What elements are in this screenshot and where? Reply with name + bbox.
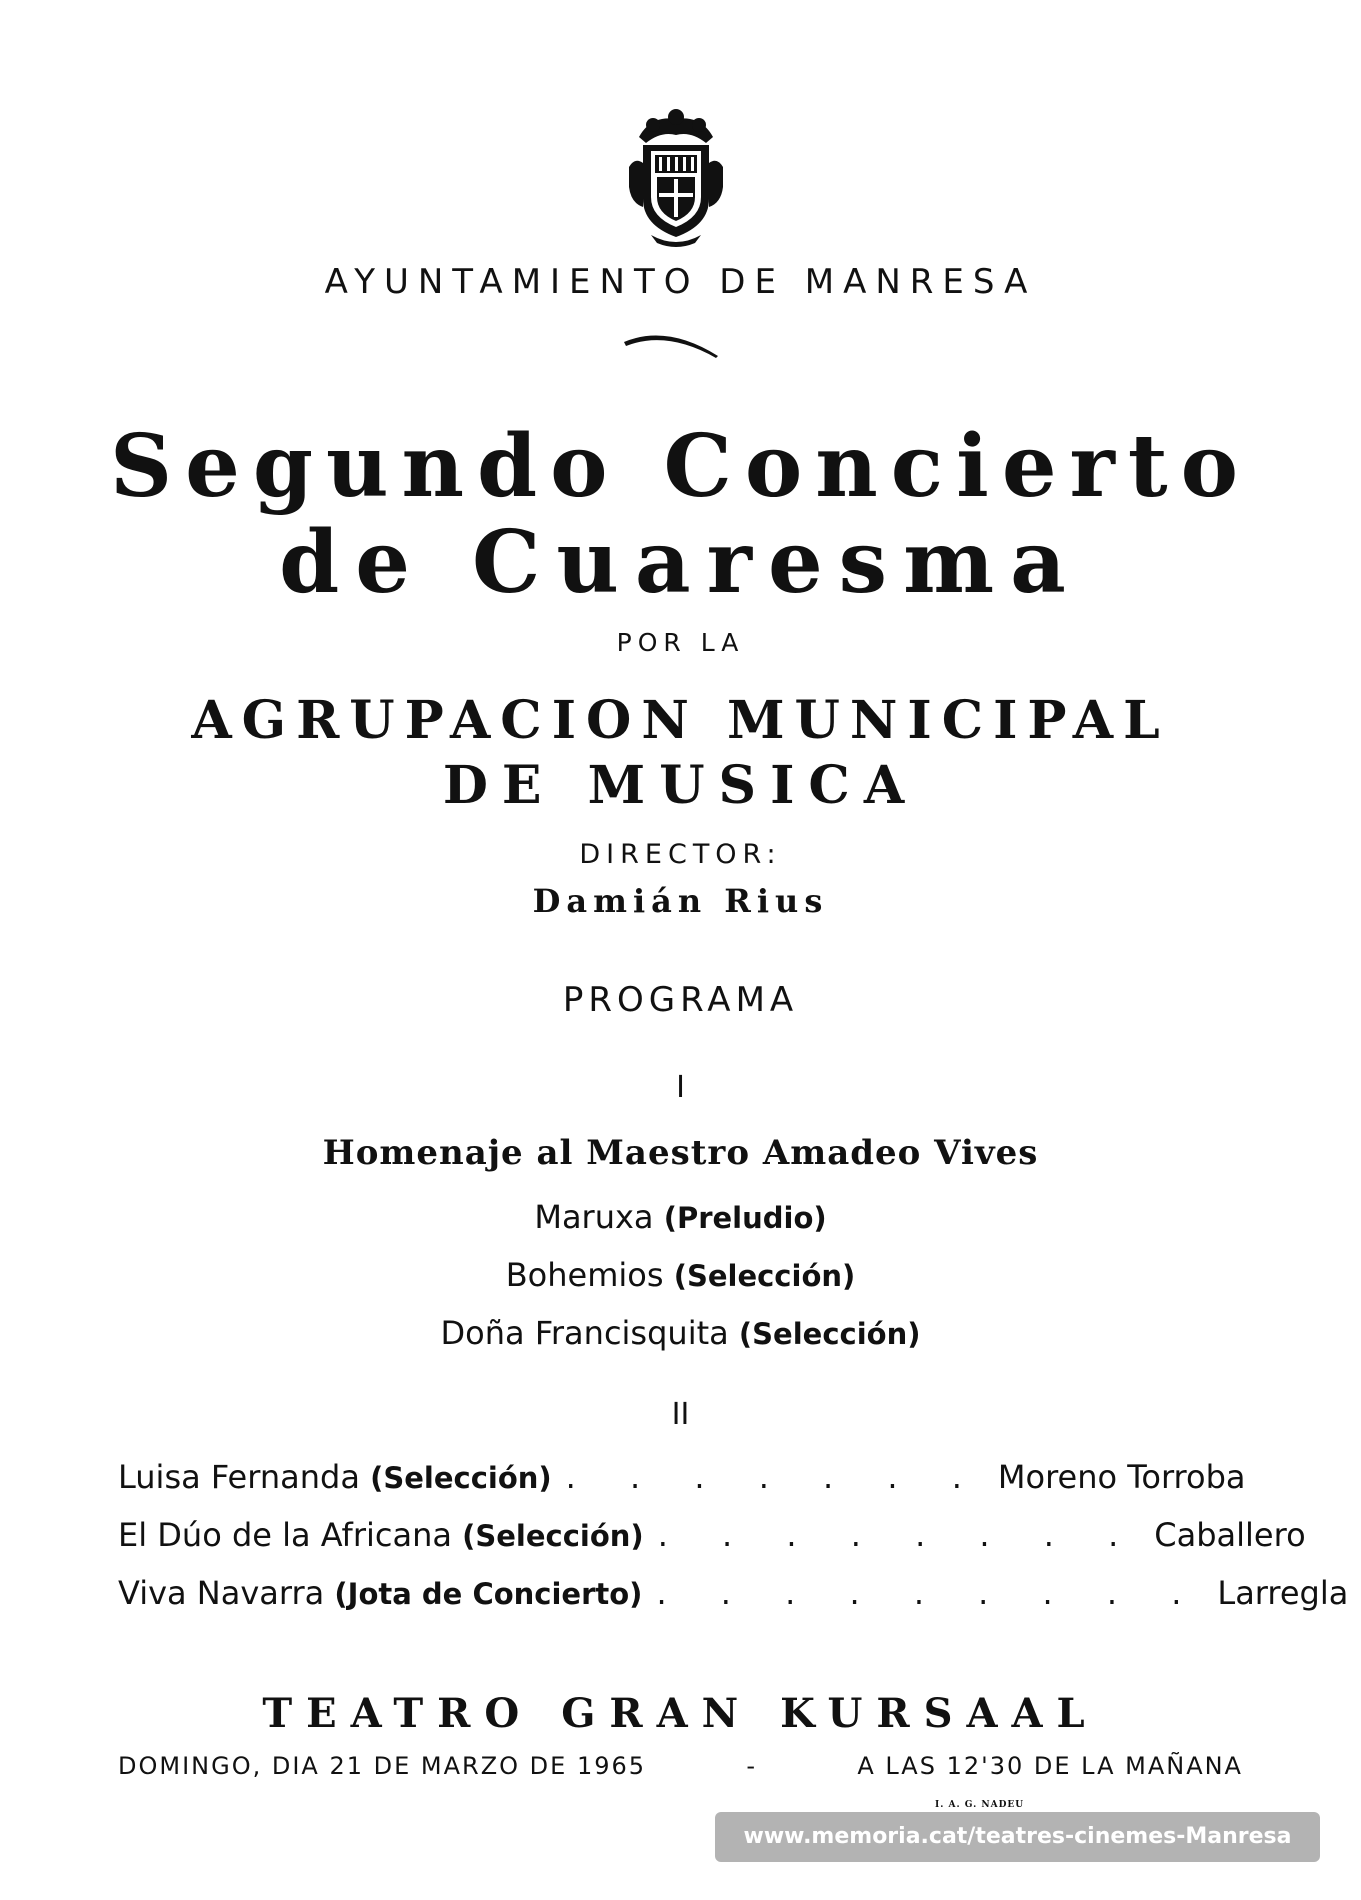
director-name: Damián Rius bbox=[532, 882, 829, 920]
list-item bbox=[0, 1314, 1361, 1352]
composer-name: Caballero bbox=[1154, 1516, 1306, 1554]
venue-name: TEATRO GRAN KURSAAL bbox=[262, 1690, 1099, 1737]
piece-type: (Selección) bbox=[370, 1461, 552, 1495]
event-separator: - bbox=[746, 1752, 757, 1780]
piece-name: Maruxa bbox=[534, 1198, 654, 1236]
piece-type: (Selección) bbox=[673, 1259, 856, 1293]
director-label: DIRECTOR: bbox=[579, 839, 782, 870]
list-item bbox=[0, 1256, 1361, 1294]
piece-type: (Jota de Concierto) bbox=[334, 1577, 643, 1611]
part-two-numeral: II bbox=[671, 1397, 690, 1432]
printer-imprint: I. A. G. NADEU bbox=[935, 1800, 1025, 1810]
event-time: A LAS 12'30 DE LA MAÑANA bbox=[857, 1752, 1243, 1780]
program-heading: PROGRAMA bbox=[562, 980, 799, 1020]
composer-name: Larregla bbox=[1217, 1574, 1349, 1612]
performer-intro: POR LA bbox=[616, 628, 745, 657]
piece-name: Luisa Fernanda bbox=[118, 1458, 360, 1496]
concert-title-line2: de Cuaresma bbox=[279, 512, 1082, 613]
manresa-coat-of-arms-icon bbox=[621, 107, 731, 247]
leader-dots: . . . . . . . . . bbox=[656, 1574, 1204, 1612]
piece-name: El Dúo de la Africana bbox=[118, 1516, 452, 1554]
piece-name: Viva Navarra bbox=[118, 1574, 325, 1612]
piece-name: Doña Francisquita bbox=[440, 1314, 729, 1352]
event-date: DOMINGO, DIA 21 DE MARZO DE 1965 bbox=[118, 1752, 647, 1780]
source-watermark: www.memoria.cat/teatres-cinemes-Manresa bbox=[715, 1812, 1320, 1862]
event-datetime bbox=[118, 1752, 1243, 1780]
list-item bbox=[118, 1458, 1246, 1502]
part-one-numeral: I bbox=[676, 1070, 685, 1105]
list-item bbox=[118, 1516, 1306, 1560]
organizer-name: AYUNTAMIENTO DE MANRESA bbox=[324, 262, 1037, 302]
performer-name-line1: AGRUPACION MUNICIPAL bbox=[191, 690, 1170, 751]
list-item bbox=[0, 1198, 1361, 1236]
piece-type: (Preludio) bbox=[663, 1201, 827, 1235]
leader-dots: . . . . . . . . bbox=[657, 1516, 1141, 1554]
composer-name: Moreno Torroba bbox=[997, 1458, 1246, 1496]
decorative-flourish-icon bbox=[622, 322, 722, 362]
list-item bbox=[118, 1574, 1349, 1618]
piece-name: Bohemios bbox=[505, 1256, 664, 1294]
performer-name-line2: DE MUSICA bbox=[442, 755, 919, 816]
part-one-title: Homenaje al Maestro Amadeo Vives bbox=[322, 1133, 1039, 1173]
piece-type: (Selección) bbox=[462, 1519, 644, 1553]
piece-type: (Selección) bbox=[738, 1317, 921, 1351]
leader-dots: . . . . . . . bbox=[565, 1458, 984, 1496]
concert-title-line1: Segundo Concierto bbox=[110, 416, 1251, 517]
